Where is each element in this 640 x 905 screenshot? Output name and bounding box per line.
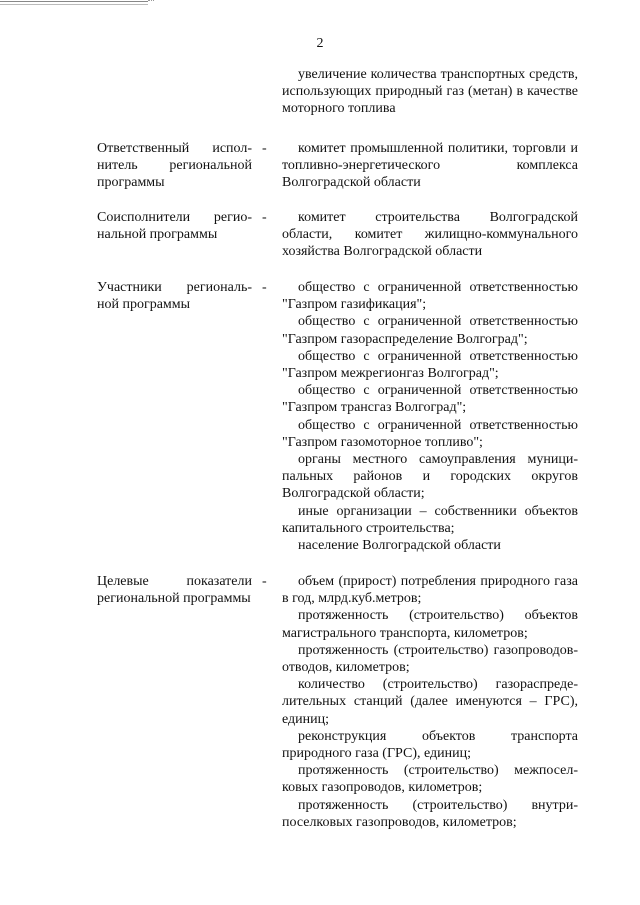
label-line: Ответственный испол- (97, 141, 252, 156)
label-line: Участники региональ- (97, 280, 252, 295)
value-item: органы местного самоуправления муниципальных районов и городских округов Волгоградской области; (282, 452, 578, 502)
value-item: реконструкция объектов транспорта природного газа (ГРС), единиц; (282, 728, 578, 762)
label-line: Целевые показатели (97, 574, 252, 589)
value-item: протяженность (строительство) межпоселковых газопроводов, километров; (282, 763, 578, 796)
value-item: протяженность (строительство) объектов магистрального транспорта, километров; (282, 608, 578, 641)
scan-artifact-dots (148, 0, 154, 4)
value-item: комитет промышленной политики, торговли и топливно-энергетического комплекса Волгоградской области (282, 141, 578, 191)
row-dash: - (262, 280, 267, 295)
row-value (282, 279, 578, 554)
scan-artifact-line (0, 1, 148, 5)
row-dash: - (262, 210, 267, 225)
value-item: иные организации – собственники объектов капитального строительства; (282, 503, 578, 536)
value-item: объем (прирост) потребления природного газа в год, млрд.куб.метров; (282, 574, 578, 607)
value-item: комитет строительства Волгоградской области, комитет жилищно-коммунального хозяйства Волгоградской области (282, 210, 578, 260)
row-label (97, 573, 252, 607)
label-line: нитель региональной (97, 158, 252, 174)
value-item: общество с ограниченной ответственностью "Газпром газораспределение Волгоград"; (282, 314, 578, 347)
value-item: население Волгоградской области (298, 538, 501, 554)
label-line: региональной программы (97, 591, 251, 607)
value-item: общество с ограниченной ответственностью "Газпром газификация"; (282, 280, 578, 313)
row-value (282, 209, 578, 261)
value-item: протяженность (строительство) внутрипоселковых газопроводов, километров; (282, 797, 578, 830)
row-dash: - (262, 574, 267, 589)
row-value (282, 573, 578, 831)
row-label (97, 209, 252, 243)
row-dash: - (262, 141, 267, 156)
row-value (282, 66, 578, 118)
value-item: увеличение количества транспортных средств, использующих природный газ (метан) в качестве моторного топлива (282, 67, 578, 117)
value-item: количество (строительство) газораспределительных станций (далее именуются – ГРС), единиц; (282, 677, 578, 727)
value-item: общество с ограниченной ответственностью "Газпром трансгаз Волгоград"; (282, 383, 578, 416)
value-item: общество с ограниченной ответственностью "Газпром газомоторное топливо"; (282, 417, 578, 450)
label-line: нальной программы (97, 227, 218, 243)
row-label (97, 140, 252, 192)
row-value (282, 140, 578, 192)
row-label (97, 279, 252, 313)
label-line: ной программы (97, 297, 191, 313)
label-line: программы (97, 175, 165, 191)
label-line: Соисполнители регио- (97, 210, 252, 225)
page-number: 2 (316, 36, 324, 51)
value-item: общество с ограниченной ответственностью "Газпром межрегионгаз Волгоград"; (282, 348, 578, 382)
value-item: протяженность (строительство) газопроводов-отводов, километров; (282, 642, 578, 676)
